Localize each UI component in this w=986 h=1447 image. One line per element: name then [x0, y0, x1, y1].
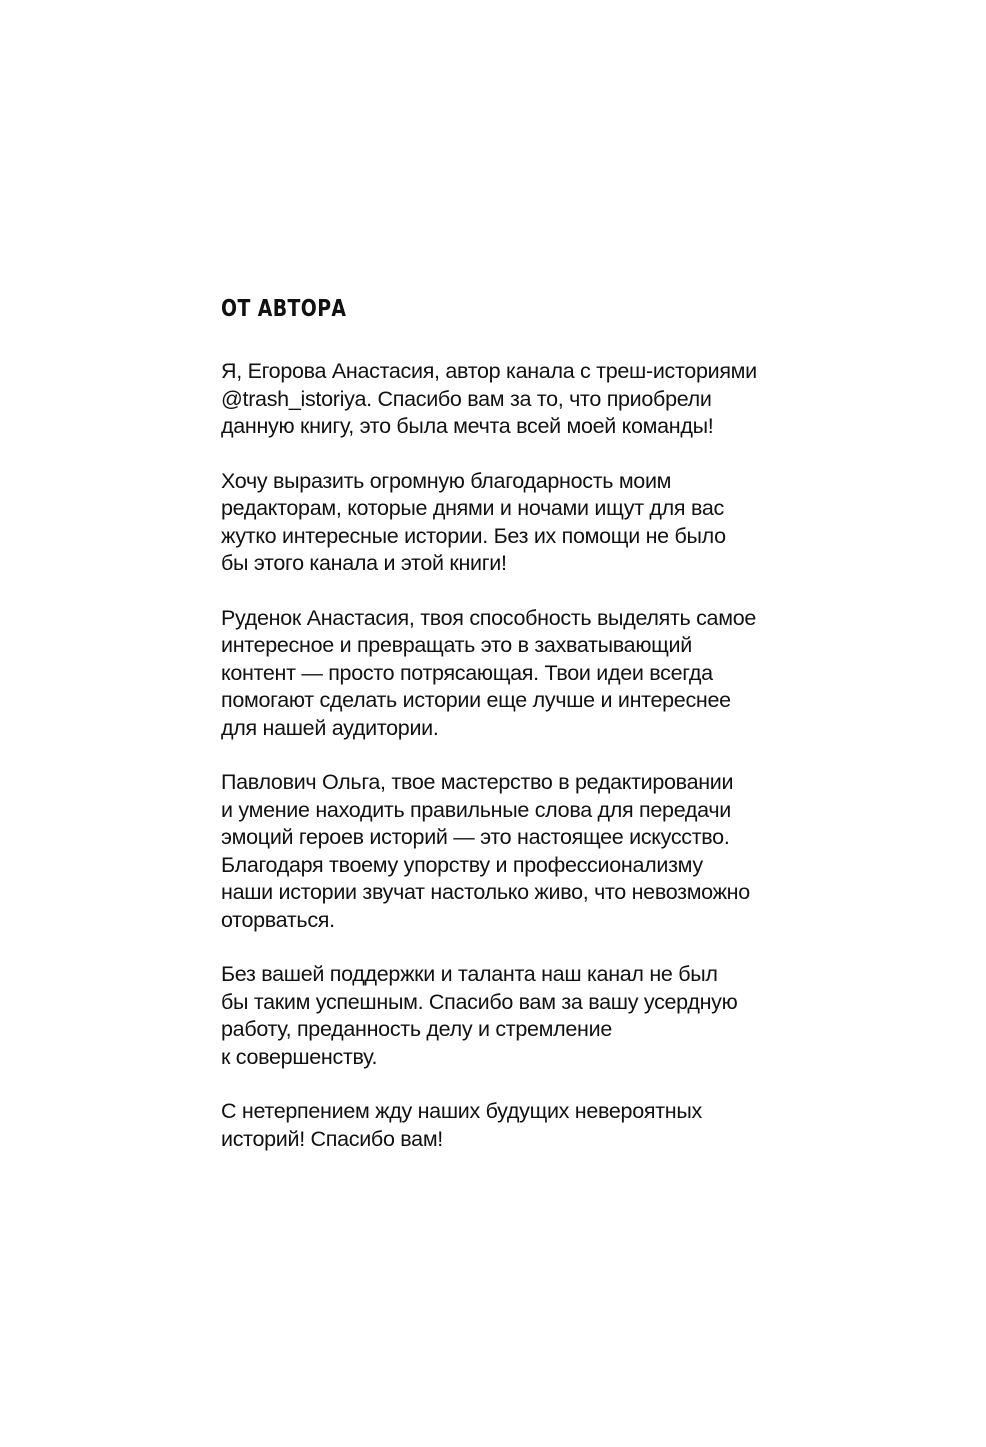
text-line: работу, преданность делу и стремление — [221, 1017, 612, 1041]
text-line: оторваться. — [221, 907, 335, 932]
text-line: историй! Спасибо вам! — [221, 1126, 443, 1151]
text-line: Хочу выразить огромную благодарность моим — [221, 468, 672, 493]
text-line: бы этого канала и этой книги! — [221, 551, 507, 575]
paragraph-support — [221, 961, 841, 1071]
paragraph-intro — [221, 358, 841, 441]
text-line: Благодаря твоему упорству и профессионализму — [221, 852, 703, 877]
section-heading: ОТ АВТОРА — [221, 296, 347, 322]
text-line: наши истории звучат настолько живо, что невозможно — [221, 880, 750, 904]
paragraph-closing — [221, 1098, 841, 1153]
text-line: С нетерпением жду наших будущих невероятных — [221, 1099, 702, 1123]
text-line: контент — просто потрясающая. Твои идеи всегда — [221, 660, 713, 685]
page-content — [221, 289, 841, 1180]
text-line: Без вашей поддержки и таланта наш канал не был — [221, 962, 718, 986]
text-line: @trash_istoriya. Спасибо вам за то, что приобрели — [221, 386, 712, 411]
text-line: и умение находить правильные слова для передачи — [221, 797, 731, 822]
text-line: жутко интересные истории. Без их помощи не было — [221, 523, 726, 548]
paragraph-rudenok — [221, 605, 841, 743]
text-line: для нашей аудитории. — [221, 715, 439, 740]
paragraph-pavlovich — [221, 769, 841, 934]
text-line: данную книгу, это была мечта всей моей команды! — [221, 414, 714, 438]
text-line: Павлович Ольга, твое мастерство в редактировании — [221, 770, 734, 794]
text-line: бы таким успешным. Спасибо вам за вашу усердную — [221, 989, 738, 1014]
paragraph-thanks-editors — [221, 468, 841, 578]
text-line: к совершенству. — [221, 1044, 378, 1069]
text-line: Руденок Анастасия, твоя способность выделять самое — [221, 605, 757, 630]
text-line: интересное и превращать это в захватывающий — [221, 633, 692, 657]
text-line: эмоций героев историй — это настоящее искусство. — [221, 825, 730, 849]
text-line: редакторам, которые днями и ночами ищут для вас — [221, 496, 724, 520]
text-line: Я, Егорова Анастасия, автор канала с треш-историями — [221, 359, 757, 383]
text-line: помогают сделать истории еще лучше и интереснее — [221, 688, 731, 712]
